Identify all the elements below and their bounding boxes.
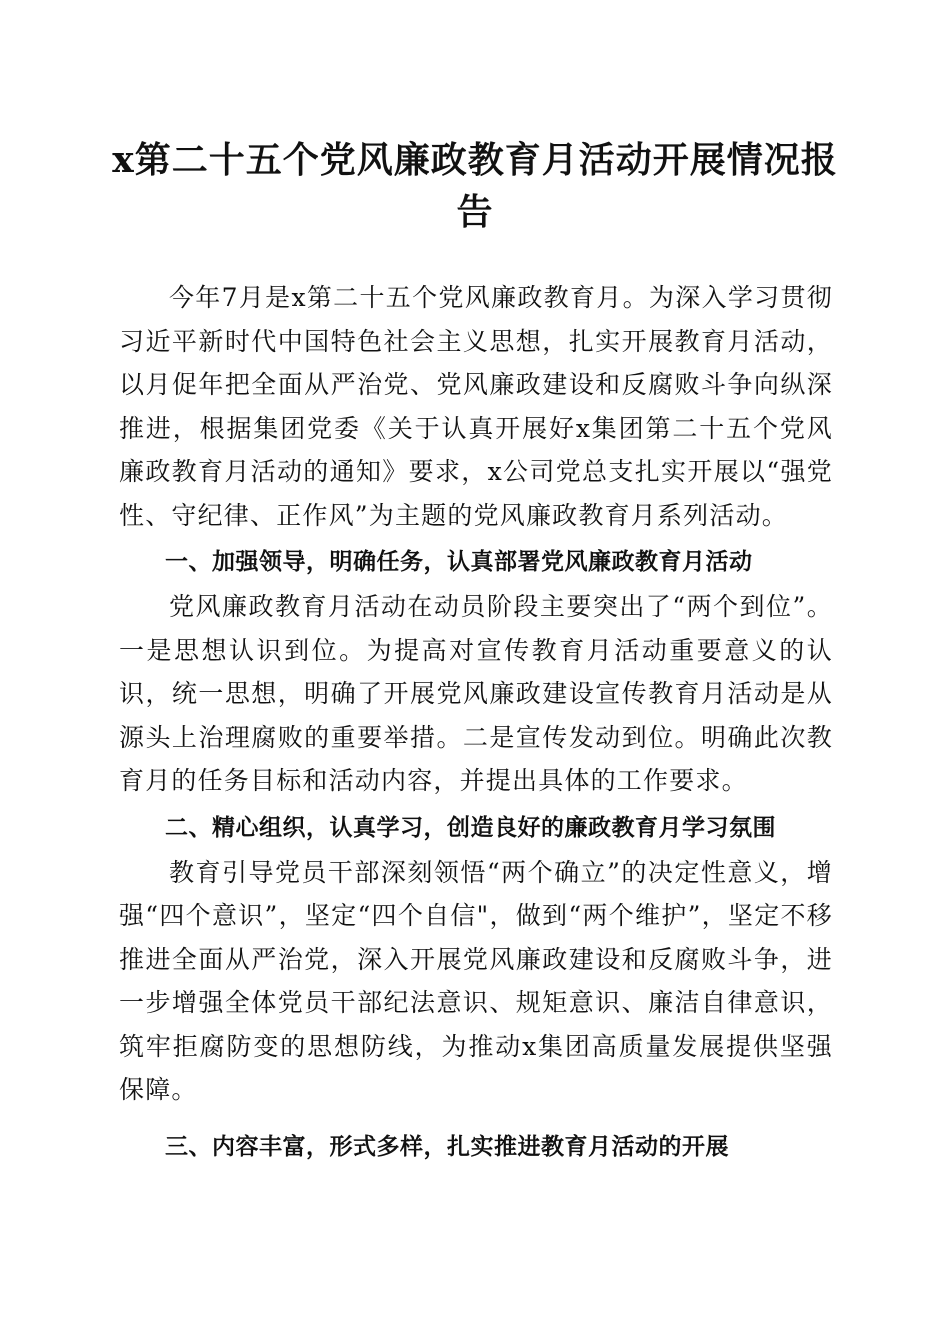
section-2-paragraph: 教育引导党员干部深刻领悟“两个确立”的决定性意义，增强“四个意识”，坚定“四个自信"，做到“两个维护”，坚定不移推进全面从严治党，深入开展党风廉政建设和反腐败斗争，进一步增强全体党员干部纪法意识、规矩意识、廉洁自律意识，筑牢拒腐防变的思想防线，为推动x集团高质量发展提供坚强保障。 [119, 857, 833, 1104]
section-2-heading: 二、精心组织，认真学习，创造良好的廉政教育月学习氛围 [165, 814, 776, 841]
document-title: x第二十五个党风廉政教育月活动开展情况报告 [112, 139, 838, 233]
section-1-paragraph: 党风廉政教育月活动在动员阶段主要突出了“两个到位”。一是思想认识到位。为提高对宣传教育月活动重要意义的认识，统一思想，明确了开展党风廉政建设宣传教育月活动是从源头上治理腐败的重要举措。二是宣传发动到位。明确此次教育月的任务目标和活动内容，并提出具体的工作要求。 [119, 592, 833, 795]
section-1-heading: 一、加强领导，明确任务，认真部署党风廉政教育月活动 [165, 549, 753, 575]
document-body [119, 276, 833, 1168]
intro-paragraph: 今年7月是x第二十五个党风廉政教育月。为深入学习贯彻习近平新时代中国特色社会主义思想，扎实开展教育月活动，以月促年把全面从严治党、党风廉政建设和反腐败斗争向纵深推进，根据集团党委《关于认真开展好x集团第二十五个党风廉政教育月活动的通知》要求，x公司党总支扎实开展以“强党性、守纪律、正作风”为主题的党风廉政教育月系列活动。 [119, 283, 833, 530]
section-3-heading: 三、内容丰富，形式多样，扎实推进教育月活动的开展 [165, 1133, 729, 1160]
